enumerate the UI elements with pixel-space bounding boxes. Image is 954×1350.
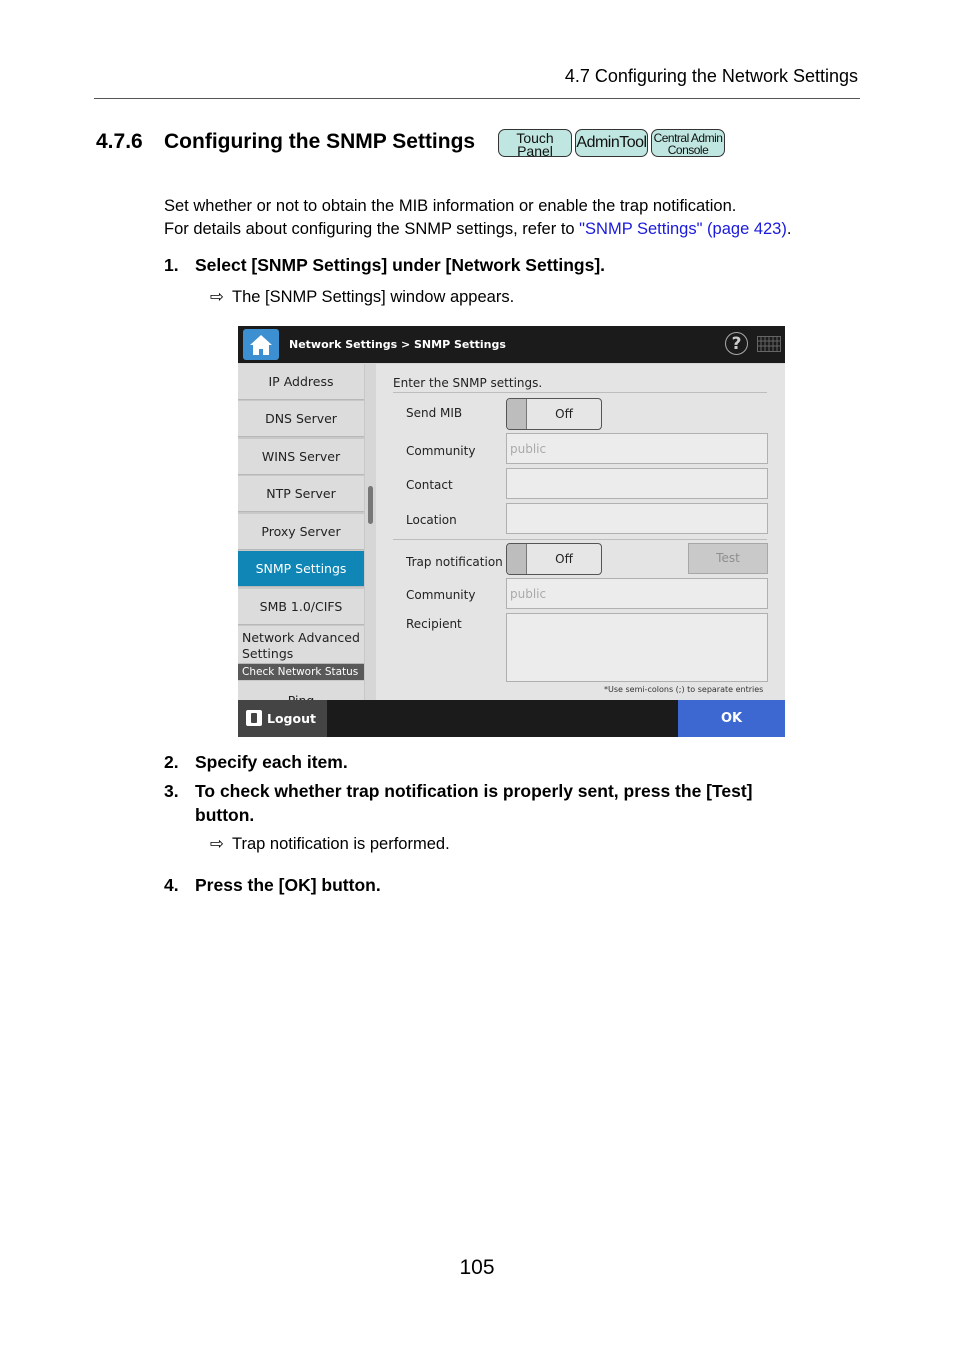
result-arrow-icon: ⇨ xyxy=(210,835,224,853)
step-2: 2. Specify each item. xyxy=(164,752,348,772)
toggle-knob xyxy=(507,544,527,574)
home-icon xyxy=(243,329,279,360)
step-3: 3. To check whether trap notification is properly sent, press the [Test] xyxy=(164,781,753,801)
recipient-textarea[interactable] xyxy=(506,613,768,682)
community-label: Community xyxy=(406,444,476,458)
sidebar-item-dns-server[interactable]: DNS Server xyxy=(238,401,364,437)
trap-community-input[interactable]: public xyxy=(506,578,768,609)
recipient-label: Recipient xyxy=(406,617,462,631)
contact-input[interactable] xyxy=(506,468,768,499)
header-rule xyxy=(94,98,860,99)
toggle-knob xyxy=(507,399,527,429)
step-3-continued: button. xyxy=(195,805,255,825)
divider xyxy=(393,539,767,540)
send-mib-label: Send MIB xyxy=(406,406,463,420)
step-3-result: ⇨ Trap notification is performed. xyxy=(210,835,450,853)
step-1-result: ⇨ The [SNMP Settings] window appears. xyxy=(210,288,515,306)
home-button[interactable] xyxy=(243,329,279,360)
sidebar-item-smb-cifs[interactable]: SMB 1.0/CIFS xyxy=(238,589,364,625)
intro-line-1: Set whether or not to obtain the MIB information or enable the trap notification. xyxy=(164,197,737,215)
running-header: 4.7 Configuring the Network Settings xyxy=(564,66,858,86)
sidebar-item-wins-server[interactable]: WINS Server xyxy=(238,439,364,475)
touch-panel-badge: Touch Panel xyxy=(498,129,572,157)
central-admin-console-badge: Central Admin Console xyxy=(651,129,725,157)
section-number: 4.7.6 xyxy=(96,130,143,153)
trap-community-label: Community xyxy=(406,588,476,602)
breadcrumb: Network Settings > SNMP Settings xyxy=(289,338,506,351)
send-mib-toggle[interactable]: Off xyxy=(506,398,602,430)
location-input[interactable] xyxy=(506,503,768,534)
sidebar-section-check-network-status: Check Network Status xyxy=(238,664,364,680)
panel-intro: Enter the SNMP settings. xyxy=(393,376,543,390)
section-heading xyxy=(96,130,475,154)
trap-notification-toggle[interactable]: Off xyxy=(506,543,602,575)
sidebar-item-snmp-settings[interactable]: SNMP Settings xyxy=(238,551,364,587)
logout-icon xyxy=(246,710,262,726)
sidebar-item-ip-address[interactable]: IP Address xyxy=(238,364,364,400)
help-icon[interactable]: ? xyxy=(725,332,748,355)
ok-button[interactable]: OK xyxy=(678,700,785,737)
logout-button[interactable]: Logout xyxy=(238,700,327,737)
snmp-settings-screenshot xyxy=(238,326,785,737)
step-1: 1. Select [SNMP Settings] under [Network Settings]. xyxy=(164,255,606,275)
section-title: Configuring the SNMP Settings xyxy=(164,130,476,153)
snmp-settings-link[interactable]: "SNMP Settings" (page 423) xyxy=(579,220,787,238)
community-input[interactable]: public xyxy=(506,433,768,464)
keyboard-icon[interactable] xyxy=(757,336,781,352)
page-number: 105 xyxy=(459,1256,495,1279)
divider xyxy=(393,392,767,393)
test-button[interactable]: Test xyxy=(688,543,768,574)
contact-label: Contact xyxy=(406,478,453,492)
trap-notification-label: Trap notification xyxy=(406,555,503,569)
location-label: Location xyxy=(406,513,457,527)
sidebar-item-ntp-server[interactable]: NTP Server xyxy=(238,476,364,512)
settings-sidebar xyxy=(238,364,365,700)
admintool-badge: AdminTool xyxy=(575,129,648,157)
sidebar-item-network-advanced-settings[interactable]: Network Advanced Settings xyxy=(238,626,364,664)
intro-line-2: For details about configuring the SNMP settings, refer to "SNMP Settings" (page 423). xyxy=(164,220,792,238)
recipient-note: *Use semi-colons (;) to separate entries xyxy=(604,685,764,694)
step-4: 4. Press the [OK] button. xyxy=(164,875,381,895)
result-arrow-icon: ⇨ xyxy=(210,288,224,306)
sidebar-item-proxy-server[interactable]: Proxy Server xyxy=(238,514,364,550)
sidebar-scrollbar[interactable] xyxy=(368,486,373,524)
